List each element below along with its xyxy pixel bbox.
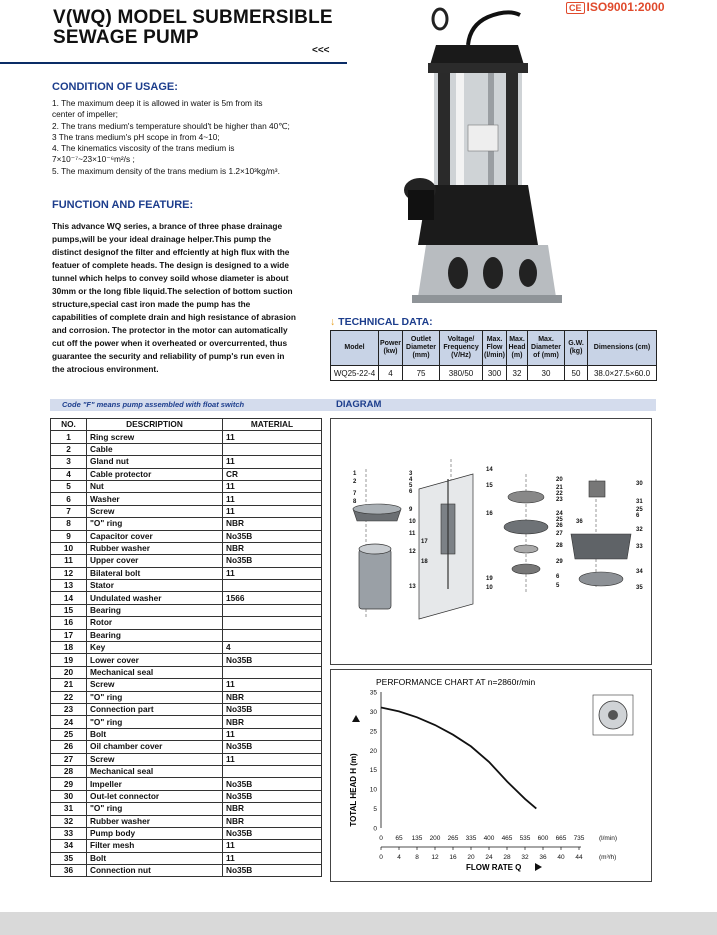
column-header: Outlet Diameter (mm) xyxy=(403,331,440,366)
callout-number: 32 xyxy=(636,527,643,533)
column-header: Power (kw) xyxy=(379,331,403,366)
table-cell: 14 xyxy=(51,592,87,604)
column-header: DESCRIPTION xyxy=(87,419,223,431)
usage-line: 3 The trans medium's pH scope in from 4~10; xyxy=(52,131,220,142)
table-header-row xyxy=(331,331,657,366)
usage-line: 7×10⁻⁷~23×10⁻⁶m²/s ; xyxy=(52,154,135,165)
table-cell: 11 xyxy=(223,567,322,579)
table-cell: Pump body xyxy=(87,827,223,839)
y-tick-label: 10 xyxy=(369,786,377,794)
table-cell: Washer xyxy=(87,493,223,505)
table-row xyxy=(51,480,322,492)
table-cell: 5 xyxy=(51,480,87,492)
table-cell: No35B xyxy=(223,654,322,666)
x-unit-lmin: (l/min) xyxy=(599,835,618,842)
table-cell: 11 xyxy=(223,728,322,740)
x-tick-label: 265 xyxy=(447,835,459,842)
callout-number: 14 xyxy=(486,467,493,473)
table-cell: 27 xyxy=(51,753,87,765)
table-row xyxy=(51,840,322,852)
table-cell: 32 xyxy=(507,366,528,381)
table-cell: Ring screw xyxy=(87,431,223,443)
table-cell: 22 xyxy=(51,691,87,703)
callout-number: 25 xyxy=(556,517,563,523)
column-header: Max. Head (m) xyxy=(507,331,528,366)
table-cell: NBR xyxy=(223,518,322,530)
table-cell: 18 xyxy=(51,642,87,654)
table-cell: "O" ring xyxy=(87,691,223,703)
table-row xyxy=(51,803,322,815)
table-cell: 4 xyxy=(51,468,87,480)
title-line-2: SEWAGE PUMP xyxy=(53,27,199,48)
table-cell: Cable xyxy=(87,443,223,455)
table-row xyxy=(51,518,322,530)
table-cell: 4 xyxy=(223,642,322,654)
table-cell: Connection part xyxy=(87,703,223,715)
table-row xyxy=(51,431,322,443)
callout-number: 6 xyxy=(636,513,640,519)
callout-number: 36 xyxy=(576,519,583,525)
decorative-arrows: <<< xyxy=(312,45,330,56)
x-tick-label: 0 xyxy=(379,835,383,842)
table-cell: 30 xyxy=(528,366,565,381)
table-cell: Rubber washer xyxy=(87,815,223,827)
table-row xyxy=(51,654,322,666)
table-cell: Cable protector xyxy=(87,468,223,480)
callout-number: 33 xyxy=(636,544,643,550)
table-row xyxy=(51,852,322,864)
table-row xyxy=(51,728,322,740)
column-header: Dimensions (cm) xyxy=(588,331,657,366)
table-cell: Nut xyxy=(87,480,223,492)
table-cell: Rotor xyxy=(87,617,223,629)
x-tick-label: 465 xyxy=(501,835,513,842)
table-cell xyxy=(223,629,322,641)
y-tick-label: 25 xyxy=(369,728,377,736)
table-row xyxy=(51,778,322,790)
table-cell: 1 xyxy=(51,431,87,443)
table-cell: 11 xyxy=(223,493,322,505)
table-cell: 34 xyxy=(51,840,87,852)
table-cell xyxy=(223,617,322,629)
table-cell: 24 xyxy=(51,716,87,728)
callout-number: 5 xyxy=(409,483,413,489)
x-tick-label: 735 xyxy=(573,835,585,842)
callout-number: 3 xyxy=(409,471,413,477)
table-row xyxy=(51,703,322,715)
table-header-row xyxy=(51,419,322,431)
table-row xyxy=(51,629,322,641)
y-ticks xyxy=(370,690,378,833)
callout-number: 6 xyxy=(409,489,413,495)
header-rule xyxy=(0,62,347,64)
table-cell: Bolt xyxy=(87,852,223,864)
table-cell: No35B xyxy=(223,778,322,790)
x-tick-label: 200 xyxy=(429,835,441,842)
table-cell: NBR xyxy=(223,815,322,827)
impeller-thumbnail xyxy=(593,695,633,735)
table-row xyxy=(51,555,322,567)
table-cell: 20 xyxy=(51,666,87,678)
table-cell: "O" ring xyxy=(87,716,223,728)
x-tick-label: 8 xyxy=(415,854,419,861)
column-header: Max. Diameter of (mm) xyxy=(528,331,565,366)
table-row xyxy=(51,592,322,604)
table-cell: Bilateral bolt xyxy=(87,567,223,579)
table-cell: 11 xyxy=(51,555,87,567)
table-cell: 23 xyxy=(51,703,87,715)
table-cell: 11 xyxy=(223,431,322,443)
x-tick-label: 0 xyxy=(379,854,383,861)
callout-number: 8 xyxy=(353,499,357,505)
table-row xyxy=(51,790,322,802)
table-row xyxy=(51,865,322,877)
performance-chart-panel xyxy=(330,669,652,882)
callout-number: 34 xyxy=(636,569,643,575)
table-cell: 6 xyxy=(51,493,87,505)
page-title xyxy=(53,8,333,48)
table-cell: No35B xyxy=(223,741,322,753)
table-cell: No35B xyxy=(223,703,322,715)
callout-number: 17 xyxy=(421,539,428,545)
x-tick-label: 40 xyxy=(557,854,565,861)
table-cell: 11 xyxy=(223,840,322,852)
column-header: NO. xyxy=(51,419,87,431)
x-tick-label: 535 xyxy=(519,835,531,842)
float-switch-note: Code "F" means pump assembled with float switch xyxy=(50,399,332,411)
performance-chart xyxy=(331,670,651,881)
table-row xyxy=(51,505,322,517)
table-cell: 1566 xyxy=(223,592,322,604)
table-cell: "O" ring xyxy=(87,518,223,530)
column-header: Voltage/ Frequency (V/Hz) xyxy=(440,331,483,366)
table-cell: 75 xyxy=(403,366,440,381)
ce-mark-icon: CE xyxy=(566,2,585,14)
technical-table xyxy=(330,330,657,381)
callout-number: 4 xyxy=(409,477,413,483)
table-cell: 300 xyxy=(483,366,507,381)
y-tick-label: 35 xyxy=(369,689,377,697)
table-cell: 11 xyxy=(223,852,322,864)
table-cell xyxy=(223,666,322,678)
callout-number: 26 xyxy=(556,523,563,529)
x-tick-label: 24 xyxy=(485,854,493,861)
table-cell: No35B xyxy=(223,555,322,567)
usage-list xyxy=(52,98,342,177)
table-cell: 17 xyxy=(51,629,87,641)
x-tick-label: 400 xyxy=(483,835,495,842)
callout-number: 25 xyxy=(636,507,643,513)
table-row xyxy=(51,493,322,505)
y-tick-label: 0 xyxy=(373,825,377,833)
x-axis-arrow-icon xyxy=(535,863,542,871)
title-line-1: V(WQ) MODEL SUBMERSIBLE xyxy=(53,7,333,28)
table-cell: Oil chamber cover xyxy=(87,741,223,753)
parts-table xyxy=(50,418,322,877)
table-cell: Upper cover xyxy=(87,555,223,567)
usage-line: center of impeller; xyxy=(52,109,118,120)
table-cell: CR xyxy=(223,468,322,480)
callout-number: 16 xyxy=(486,511,493,517)
table-cell: Screw xyxy=(87,753,223,765)
table-cell xyxy=(223,765,322,777)
callout-number: 22 xyxy=(556,491,563,497)
exploded-diagram xyxy=(330,418,652,665)
table-cell: 11 xyxy=(223,679,322,691)
diagram-heading: DIAGRAM xyxy=(330,399,656,411)
x-tick-label: 32 xyxy=(521,854,529,861)
callout-number: 15 xyxy=(486,483,493,489)
table-cell: Key xyxy=(87,642,223,654)
x-tick-label: 600 xyxy=(537,835,549,842)
callout-number: 13 xyxy=(409,584,416,590)
x-axis-label: FLOW RATE Q xyxy=(466,863,522,872)
table-cell: No35B xyxy=(223,530,322,542)
series-line-head-curve xyxy=(381,708,536,809)
table-cell: NBR xyxy=(223,803,322,815)
table-row xyxy=(51,642,322,654)
table-cell: Gland nut xyxy=(87,456,223,468)
callout-number: 11 xyxy=(409,531,416,537)
y-axis-arrow-icon xyxy=(352,715,360,722)
callout-number: 31 xyxy=(636,499,643,505)
table-row xyxy=(51,456,322,468)
table-cell: Rubber washer xyxy=(87,542,223,554)
table-cell: 15 xyxy=(51,604,87,616)
x-tick-label: 20 xyxy=(467,854,475,861)
table-cell: Lower cover xyxy=(87,654,223,666)
table-row xyxy=(51,753,322,765)
usage-line: 4. The kinematics viscosity of the trans medium is xyxy=(52,143,235,154)
y-axis-label: TOTAL HEAD H (m) xyxy=(349,753,358,827)
callout-number: 18 xyxy=(421,559,428,565)
x-tick-label: 335 xyxy=(465,835,477,842)
x-tick-label: 36 xyxy=(539,854,547,861)
table-cell: 30 xyxy=(51,790,87,802)
exploded-diagram-drawing xyxy=(331,419,651,664)
x-ticks-m3h xyxy=(379,847,583,861)
x-ticks-lmin xyxy=(379,835,585,842)
table-cell: 19 xyxy=(51,654,87,666)
callout-number: 10 xyxy=(409,519,416,525)
x-tick-label: 65 xyxy=(395,835,403,842)
table-cell: 11 xyxy=(223,753,322,765)
callout-number: 6 xyxy=(556,574,560,580)
table-row xyxy=(51,679,322,691)
table-row xyxy=(51,580,322,592)
table-row xyxy=(51,827,322,839)
table-cell: 25 xyxy=(51,728,87,740)
footer-band xyxy=(0,912,717,935)
x-tick-label: 12 xyxy=(431,854,439,861)
table-cell: 33 xyxy=(51,827,87,839)
table-cell: Impeller xyxy=(87,778,223,790)
table-cell: 28 xyxy=(51,765,87,777)
table-cell: No35B xyxy=(223,865,322,877)
x-tick-label: 665 xyxy=(555,835,567,842)
iso-label: ISO9001:2000 xyxy=(586,0,665,14)
table-cell: 9 xyxy=(51,530,87,542)
table-cell: Screw xyxy=(87,505,223,517)
table-cell: 11 xyxy=(223,480,322,492)
column-header: Model xyxy=(331,331,379,366)
table-cell: NBR xyxy=(223,691,322,703)
table-cell: 31 xyxy=(51,803,87,815)
callout-number: 27 xyxy=(556,531,563,537)
table-cell: Bearing xyxy=(87,629,223,641)
callout-number: 30 xyxy=(636,481,643,487)
y-tick-label: 30 xyxy=(369,708,377,716)
x-tick-label: 44 xyxy=(575,854,583,861)
table-cell: 38.0×27.5×60.0 xyxy=(588,366,657,381)
column-header: MATERIAL xyxy=(223,419,322,431)
table-row xyxy=(51,815,322,827)
table-cell: 16 xyxy=(51,617,87,629)
callout-number: 20 xyxy=(556,477,563,483)
table-row xyxy=(51,468,322,480)
callout-number: 28 xyxy=(556,543,563,549)
y-tick-label: 15 xyxy=(369,767,377,775)
usage-line: 1. The maximum deep it is allowed in water is 5m from its xyxy=(52,98,263,108)
table-cell: Undulated washer xyxy=(87,592,223,604)
table-cell xyxy=(223,580,322,592)
table-cell: WQ25-22-4 xyxy=(331,366,379,381)
table-cell: 21 xyxy=(51,679,87,691)
column-header: Max. Flow (l/min) xyxy=(483,331,507,366)
table-cell: 36 xyxy=(51,865,87,877)
table-row xyxy=(51,443,322,455)
table-row xyxy=(51,542,322,554)
callout-number: 1 xyxy=(353,471,357,477)
table-row xyxy=(51,716,322,728)
table-cell: Bearing xyxy=(87,604,223,616)
table-cell: 12 xyxy=(51,567,87,579)
callout-number: 35 xyxy=(636,585,643,591)
table-cell: 29 xyxy=(51,778,87,790)
table-cell: Mechanical seal xyxy=(87,666,223,678)
table-cell: "O" ring xyxy=(87,803,223,815)
callout-number: 9 xyxy=(409,507,413,513)
callout-number: 29 xyxy=(556,559,563,565)
table-cell: 4 xyxy=(379,366,403,381)
table-row xyxy=(51,530,322,542)
table-cell: Bolt xyxy=(87,728,223,740)
table-row xyxy=(51,567,322,579)
feature-paragraph: This advance WQ series, a brance of three phase drainage pumps,will be your ideal drainage helper.This pump the distinct designof the filter and effciently at high flux with the featuer of complete heads. The design is designed to a wide tunnel which helps to convey soild whose diameter is about 30mm or the long fible liquid.The selection of bottom suction structure,special cast iron made the pump has the capabilities of complete drain and high resistance of abrasion and corrosion. The protector in the motor can automatically cut off the power when it overheated or overcurrented, thus guarantee the security and reliability of pump's run even in the atrocious environment. xyxy=(52,221,296,374)
callout-number: 12 xyxy=(409,549,416,555)
table-cell: 11 xyxy=(223,505,322,517)
table-cell: 13 xyxy=(51,580,87,592)
table-row xyxy=(331,366,657,381)
chart-title: PERFORMANCE CHART AT n=2860r/min xyxy=(376,677,536,687)
table-cell: 8 xyxy=(51,518,87,530)
table-cell: 35 xyxy=(51,852,87,864)
callout-number: 5 xyxy=(556,583,560,589)
table-cell xyxy=(223,604,322,616)
table-row xyxy=(51,741,322,753)
table-cell: Stator xyxy=(87,580,223,592)
pump-photo xyxy=(398,5,588,313)
usage-heading: CONDITION OF USAGE: xyxy=(52,81,178,93)
technical-heading xyxy=(330,316,433,328)
technical-heading-label: TECHNICAL DATA: xyxy=(338,316,433,328)
table-cell: No35B xyxy=(223,790,322,802)
table-row xyxy=(51,666,322,678)
table-cell: Screw xyxy=(87,679,223,691)
table-cell: Filter mesh xyxy=(87,840,223,852)
x-tick-label: 16 xyxy=(449,854,457,861)
table-cell: 3 xyxy=(51,456,87,468)
table-row xyxy=(51,617,322,629)
table-cell: 50 xyxy=(565,366,588,381)
arrow-down-icon: ↓ xyxy=(330,316,336,328)
usage-line: 5. The maximum density of the trans medium is 1.2×10³kg/m³. xyxy=(52,165,280,176)
x-tick-label: 135 xyxy=(411,835,423,842)
table-cell: 2 xyxy=(51,443,87,455)
table-cell: 32 xyxy=(51,815,87,827)
usage-line: 2. The trans medium's temperature should't be higher than 40℃; xyxy=(52,120,290,131)
table-cell: 26 xyxy=(51,741,87,753)
y-tick-label: 5 xyxy=(373,806,377,814)
callout-number: 21 xyxy=(556,485,563,491)
table-cell: Capacitor cover xyxy=(87,530,223,542)
x-tick-label: 4 xyxy=(397,854,401,861)
table-cell: Mechanical seal xyxy=(87,765,223,777)
callout-number: 24 xyxy=(556,511,563,517)
column-header: G.W. (kg) xyxy=(565,331,588,366)
table-cell: Out-let connector xyxy=(87,790,223,802)
callout-number: 2 xyxy=(353,479,357,485)
table-row xyxy=(51,765,322,777)
table-cell: 7 xyxy=(51,505,87,517)
callout-number: 23 xyxy=(556,497,563,503)
table-cell: 11 xyxy=(223,456,322,468)
callout-number: 10 xyxy=(486,585,493,591)
table-cell: No35B xyxy=(223,827,322,839)
feature-heading: FUNCTION AND FEATURE: xyxy=(52,199,194,211)
table-cell: 380/50 xyxy=(440,366,483,381)
y-tick-label: 20 xyxy=(369,747,377,755)
callout-number: 19 xyxy=(486,576,493,582)
table-cell: Connection nut xyxy=(87,865,223,877)
table-cell xyxy=(223,443,322,455)
table-cell: NBR xyxy=(223,716,322,728)
table-row xyxy=(51,604,322,616)
x-unit-m3h: (m³/h) xyxy=(599,854,617,861)
table-cell: 10 xyxy=(51,542,87,554)
callout-number: 7 xyxy=(353,491,357,497)
table-row xyxy=(51,691,322,703)
table-cell: NBR xyxy=(223,542,322,554)
x-tick-label: 28 xyxy=(503,854,511,861)
